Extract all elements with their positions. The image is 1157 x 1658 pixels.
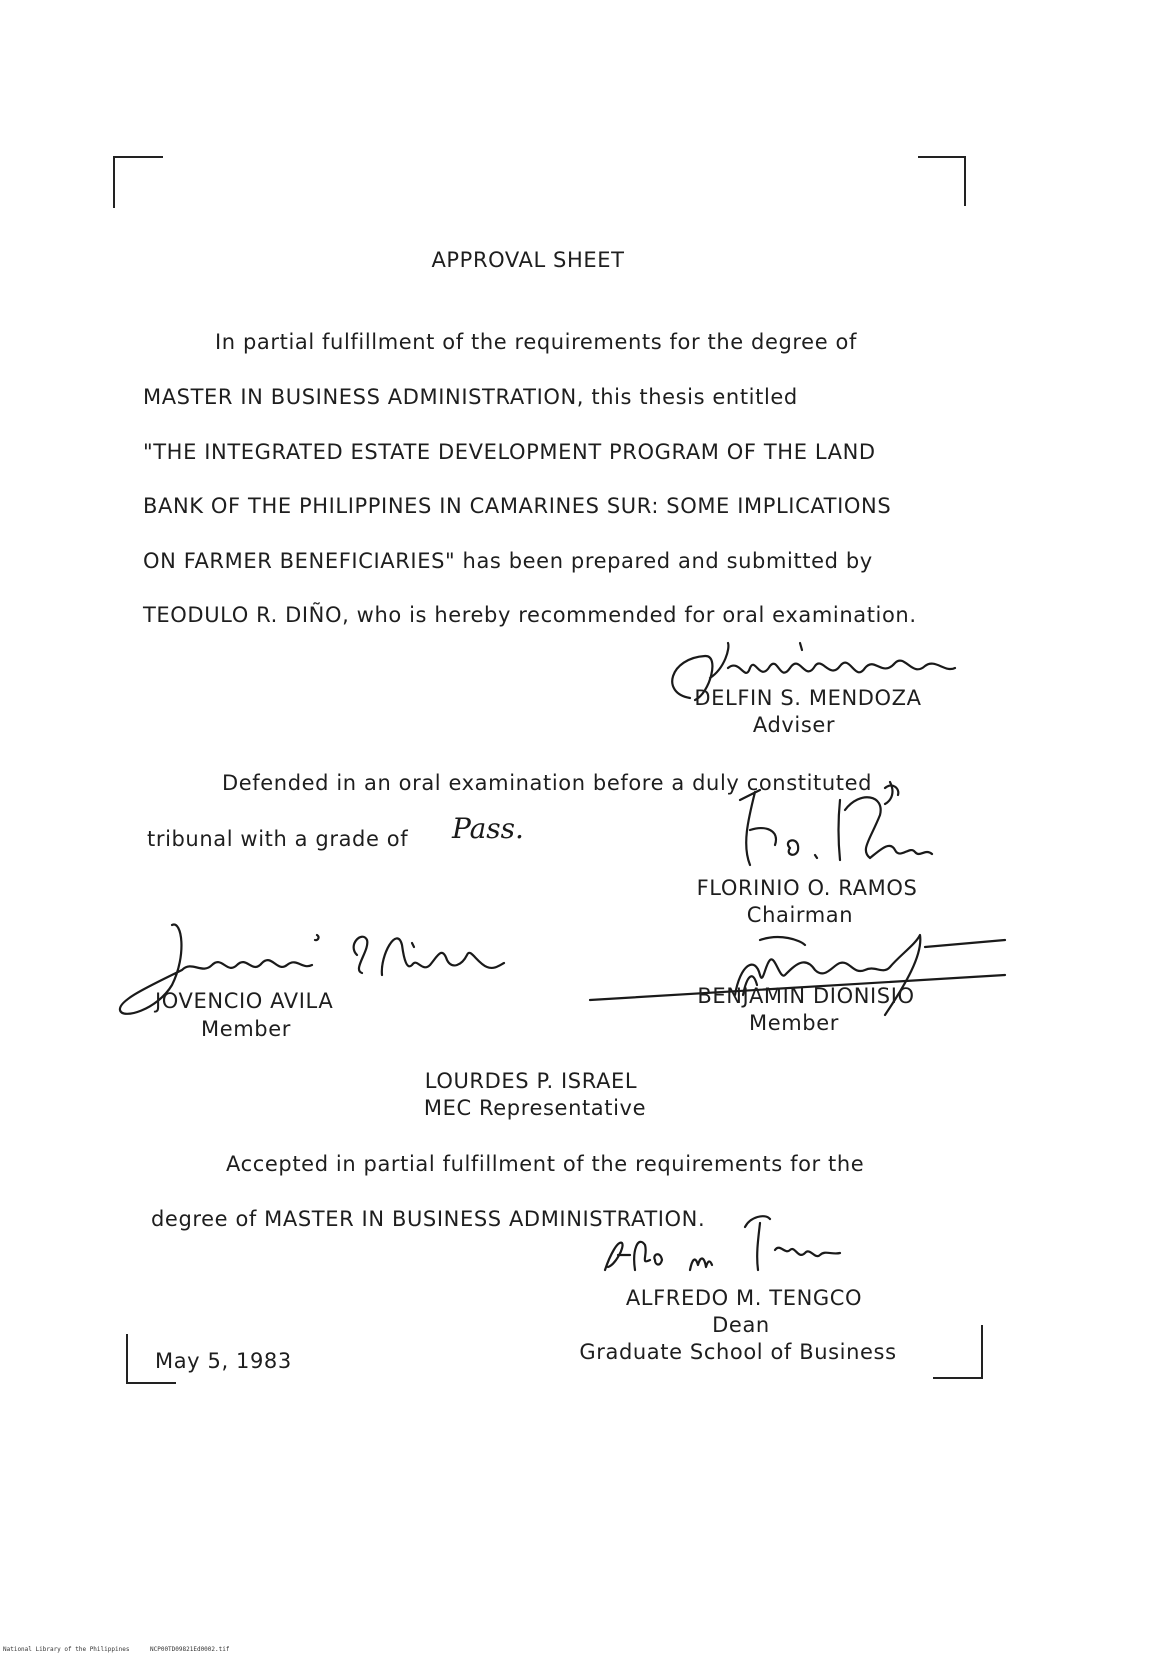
member-right-signature bbox=[585, 925, 1025, 1025]
dean-school: Graduate School of Business bbox=[579, 1340, 897, 1364]
corner-mark-bottom-right bbox=[933, 1325, 983, 1379]
mec-rep-name: LOURDES P. ISRAEL bbox=[424, 1069, 638, 1093]
dean-signature bbox=[600, 1205, 860, 1285]
member-left-role: Member bbox=[201, 1017, 291, 1041]
defense-line-1: Defended in an oral examination before a duly constituted bbox=[222, 771, 873, 795]
acceptance-line-2: degree of MASTER IN BUSINESS ADMINISTRATION. bbox=[151, 1207, 706, 1231]
body-line-1: In partial fulfillment of the requirements for the degree of bbox=[215, 330, 857, 354]
footer-library-label: National Library of the Philippines bbox=[3, 1646, 130, 1653]
chairman-name: FLORINIO O. RAMOS bbox=[696, 876, 918, 900]
body-line-5: ON FARMER BENEFICIARIES" has been prepared and submitted by bbox=[143, 549, 873, 573]
body-line-4: BANK OF THE PHILIPPINES IN CAMARINES SUR: SOME IMPLICATIONS bbox=[143, 494, 892, 518]
adviser-role: Adviser bbox=[752, 713, 836, 737]
body-line-6: TEODULO R. DIÑO, who is hereby recommended for oral examination. bbox=[143, 603, 917, 627]
corner-mark-top-right bbox=[918, 156, 966, 206]
document-date: May 5, 1983 bbox=[155, 1349, 292, 1373]
defense-line-2: tribunal with a grade of bbox=[147, 827, 409, 851]
body-line-3: "THE INTEGRATED ESTATE DEVELOPMENT PROGRAM OF THE LAND bbox=[143, 440, 876, 464]
chairman-signature bbox=[720, 770, 950, 870]
member-right-name: BENJAMIN DIONISIO bbox=[697, 984, 915, 1008]
acceptance-line-1: Accepted in partial fulfillment of the requirements for the bbox=[226, 1152, 865, 1176]
dean-name: ALFREDO M. TENGCO bbox=[625, 1286, 863, 1310]
mec-rep-role: MEC Representative bbox=[423, 1096, 647, 1120]
member-right-role: Member bbox=[749, 1011, 839, 1035]
document-title: APPROVAL SHEET bbox=[431, 248, 625, 272]
grade-handwritten: Pass. bbox=[452, 812, 524, 845]
dean-role: Dean bbox=[712, 1313, 770, 1337]
chairman-role: Chairman bbox=[746, 903, 854, 927]
body-line-2: MASTER IN BUSINESS ADMINISTRATION, this thesis entitled bbox=[143, 385, 798, 409]
corner-mark-top-left bbox=[113, 156, 163, 208]
adviser-name: DELFIN S. MENDOZA bbox=[694, 686, 922, 710]
member-left-name: JOVENCIO AVILA bbox=[155, 989, 334, 1013]
footer-file-id: NCP00TD09821Ed0002.tif bbox=[150, 1646, 230, 1653]
